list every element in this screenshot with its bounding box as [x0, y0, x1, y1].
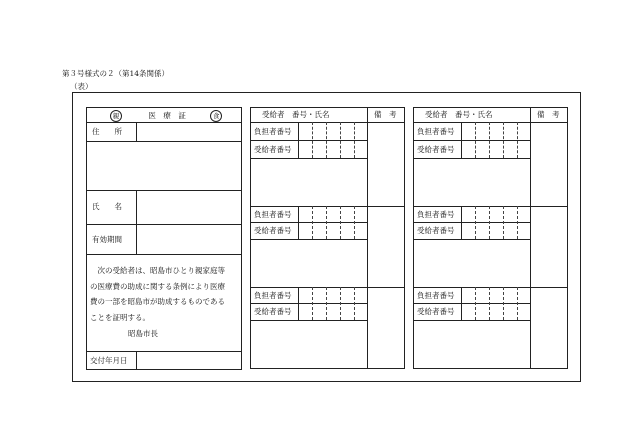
validity-label: 有効期間 [92, 235, 122, 244]
certificate-heading-row [110, 110, 222, 122]
recipient-number-label: 受給者番号 [254, 145, 292, 154]
recipient-number-label: 受給者番号 [417, 226, 455, 235]
table-right-header-recipient: 受給者 番号・氏名 [425, 110, 493, 119]
table-left-header-recipient: 受給者 番号・氏名 [262, 110, 330, 119]
body-line: ことを証明する。 [90, 312, 150, 322]
payer-number-label: 負担者番号 [254, 127, 292, 136]
shoku-circle-mark: 食 [210, 110, 222, 122]
oya-circle-mark: 親 [110, 110, 122, 122]
issuer: 昭島市長 [128, 329, 158, 338]
recipient-number-label: 受給者番号 [417, 145, 455, 154]
body-line: の医療費の助成に関する条例により医療 [90, 281, 225, 291]
table-left-header-remarks: 備 考 [374, 110, 397, 119]
certificate-body [90, 263, 225, 325]
body-line: 費の一部を昭島市が助成するものである [90, 297, 225, 306]
form-title: 第３号様式の２（第14条関係） [62, 69, 170, 78]
side-label: （表） [70, 82, 93, 91]
table-right-header-remarks: 備 考 [537, 110, 560, 119]
recipient-number-label: 受給者番号 [254, 226, 292, 235]
certificate-heading: 医 療 証 [148, 111, 186, 120]
name-label: 氏 名 [92, 202, 122, 211]
payer-number-label: 負担者番号 [417, 127, 455, 136]
payer-number-label: 負担者番号 [254, 210, 292, 219]
payer-number-label: 負担者番号 [417, 291, 455, 300]
address-label: 住 所 [92, 127, 122, 136]
recipient-number-label: 受給者番号 [417, 307, 455, 316]
body-line: 次の受給者は、昭島市ひとり親家庭等 [90, 266, 225, 275]
payer-number-label: 負担者番号 [254, 291, 292, 300]
recipient-number-label: 受給者番号 [254, 307, 292, 316]
issue-date-label: 交付年月日 [90, 356, 128, 365]
payer-number-label: 負担者番号 [417, 210, 455, 219]
